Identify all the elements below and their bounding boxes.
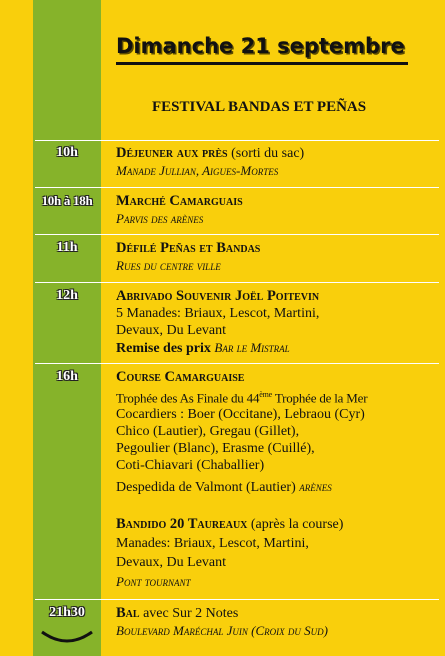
divider [35,363,439,364]
event-manades-line: 5 Manades: Briaux, Lescot, Martini, [116,306,320,321]
event-cocardiers-line: Cocardiers : Boer (Occitane), Lebraou (Cyr) [116,407,365,423]
event-dejeuner [116,145,438,179]
divider [35,234,439,235]
divider [35,187,439,188]
event-location: Parvis des arènes [116,211,204,226]
title-underline [116,62,408,65]
event-time: 16h [56,369,78,384]
event-trophy-line [116,386,438,406]
event-location: Boulevard Maréchal Juin (Croix du Sud) [116,623,328,638]
divider [35,599,439,600]
event-note: (après la course) [250,517,344,532]
page-title: Dimanche 21 septembre [116,34,405,58]
event-title: Marché Camarguais [116,193,243,209]
event-prize-location: Bar le Mistral [214,340,290,355]
event-abrivado [116,288,438,357]
event-manades-line: Manades: Briaux, Lescot, Martini, [116,536,309,551]
event-location: Rues du centre ville [116,258,221,273]
event-cocardiers-line: Pegoulier (Blanc), Erasme (Cuillé), [116,441,315,457]
trophy-text: Trophée des As Finale du 44 [116,390,260,406]
green-side-band [33,0,101,656]
festival-subtitle: FESTIVAL BANDAS ET PEÑAS [152,99,367,115]
event-note: (sorti du sac) [231,146,305,161]
event-cocardiers-line: Coti-Chiavari (Chaballier) [116,458,265,474]
event-title: Bal [116,605,140,621]
event-time: 11h [56,240,78,255]
divider [35,282,439,283]
event-title: Course Camarguaise [116,369,245,385]
event-title: Bandido 20 Taureaux [116,516,248,532]
event-time: 10h à 18h [41,193,93,208]
divider [35,140,439,141]
event-note: avec Sur 2 Notes [143,606,239,621]
event-time: 21h30 [49,605,85,620]
event-course [116,369,438,496]
event-time: 12h [56,288,78,303]
event-bandido [116,516,438,590]
event-despedida: Despedida de Valmont (Lautier) [116,480,296,496]
smile-curve-icon [40,626,94,650]
event-manades-line: Devaux, Du Levant [116,323,227,338]
event-time: 10h [56,145,78,160]
event-location: Manade Jullian, Aigues-Mortes [116,163,279,178]
event-bal [116,605,438,639]
trophy-superscript: ème [259,390,272,399]
event-defile [116,240,438,274]
event-prize: Remise des prix [116,341,211,356]
event-marche [116,193,438,227]
event-title: Déjeuner aux près [116,145,228,161]
event-location: Pont tournant [116,574,191,589]
event-cocardiers-line: Chico (Lautier), Gregau (Gillet), [116,424,300,440]
event-despedida-location: arènes [299,479,332,495]
event-title: Abrivado Souvenir Joël Poitevin [116,288,320,304]
event-manades-line: Devaux, Du Levant [116,555,227,570]
event-title: Défilé Peñas et Bandas [116,240,261,256]
trophy-text-end: Trophée de la Mer [274,390,368,406]
